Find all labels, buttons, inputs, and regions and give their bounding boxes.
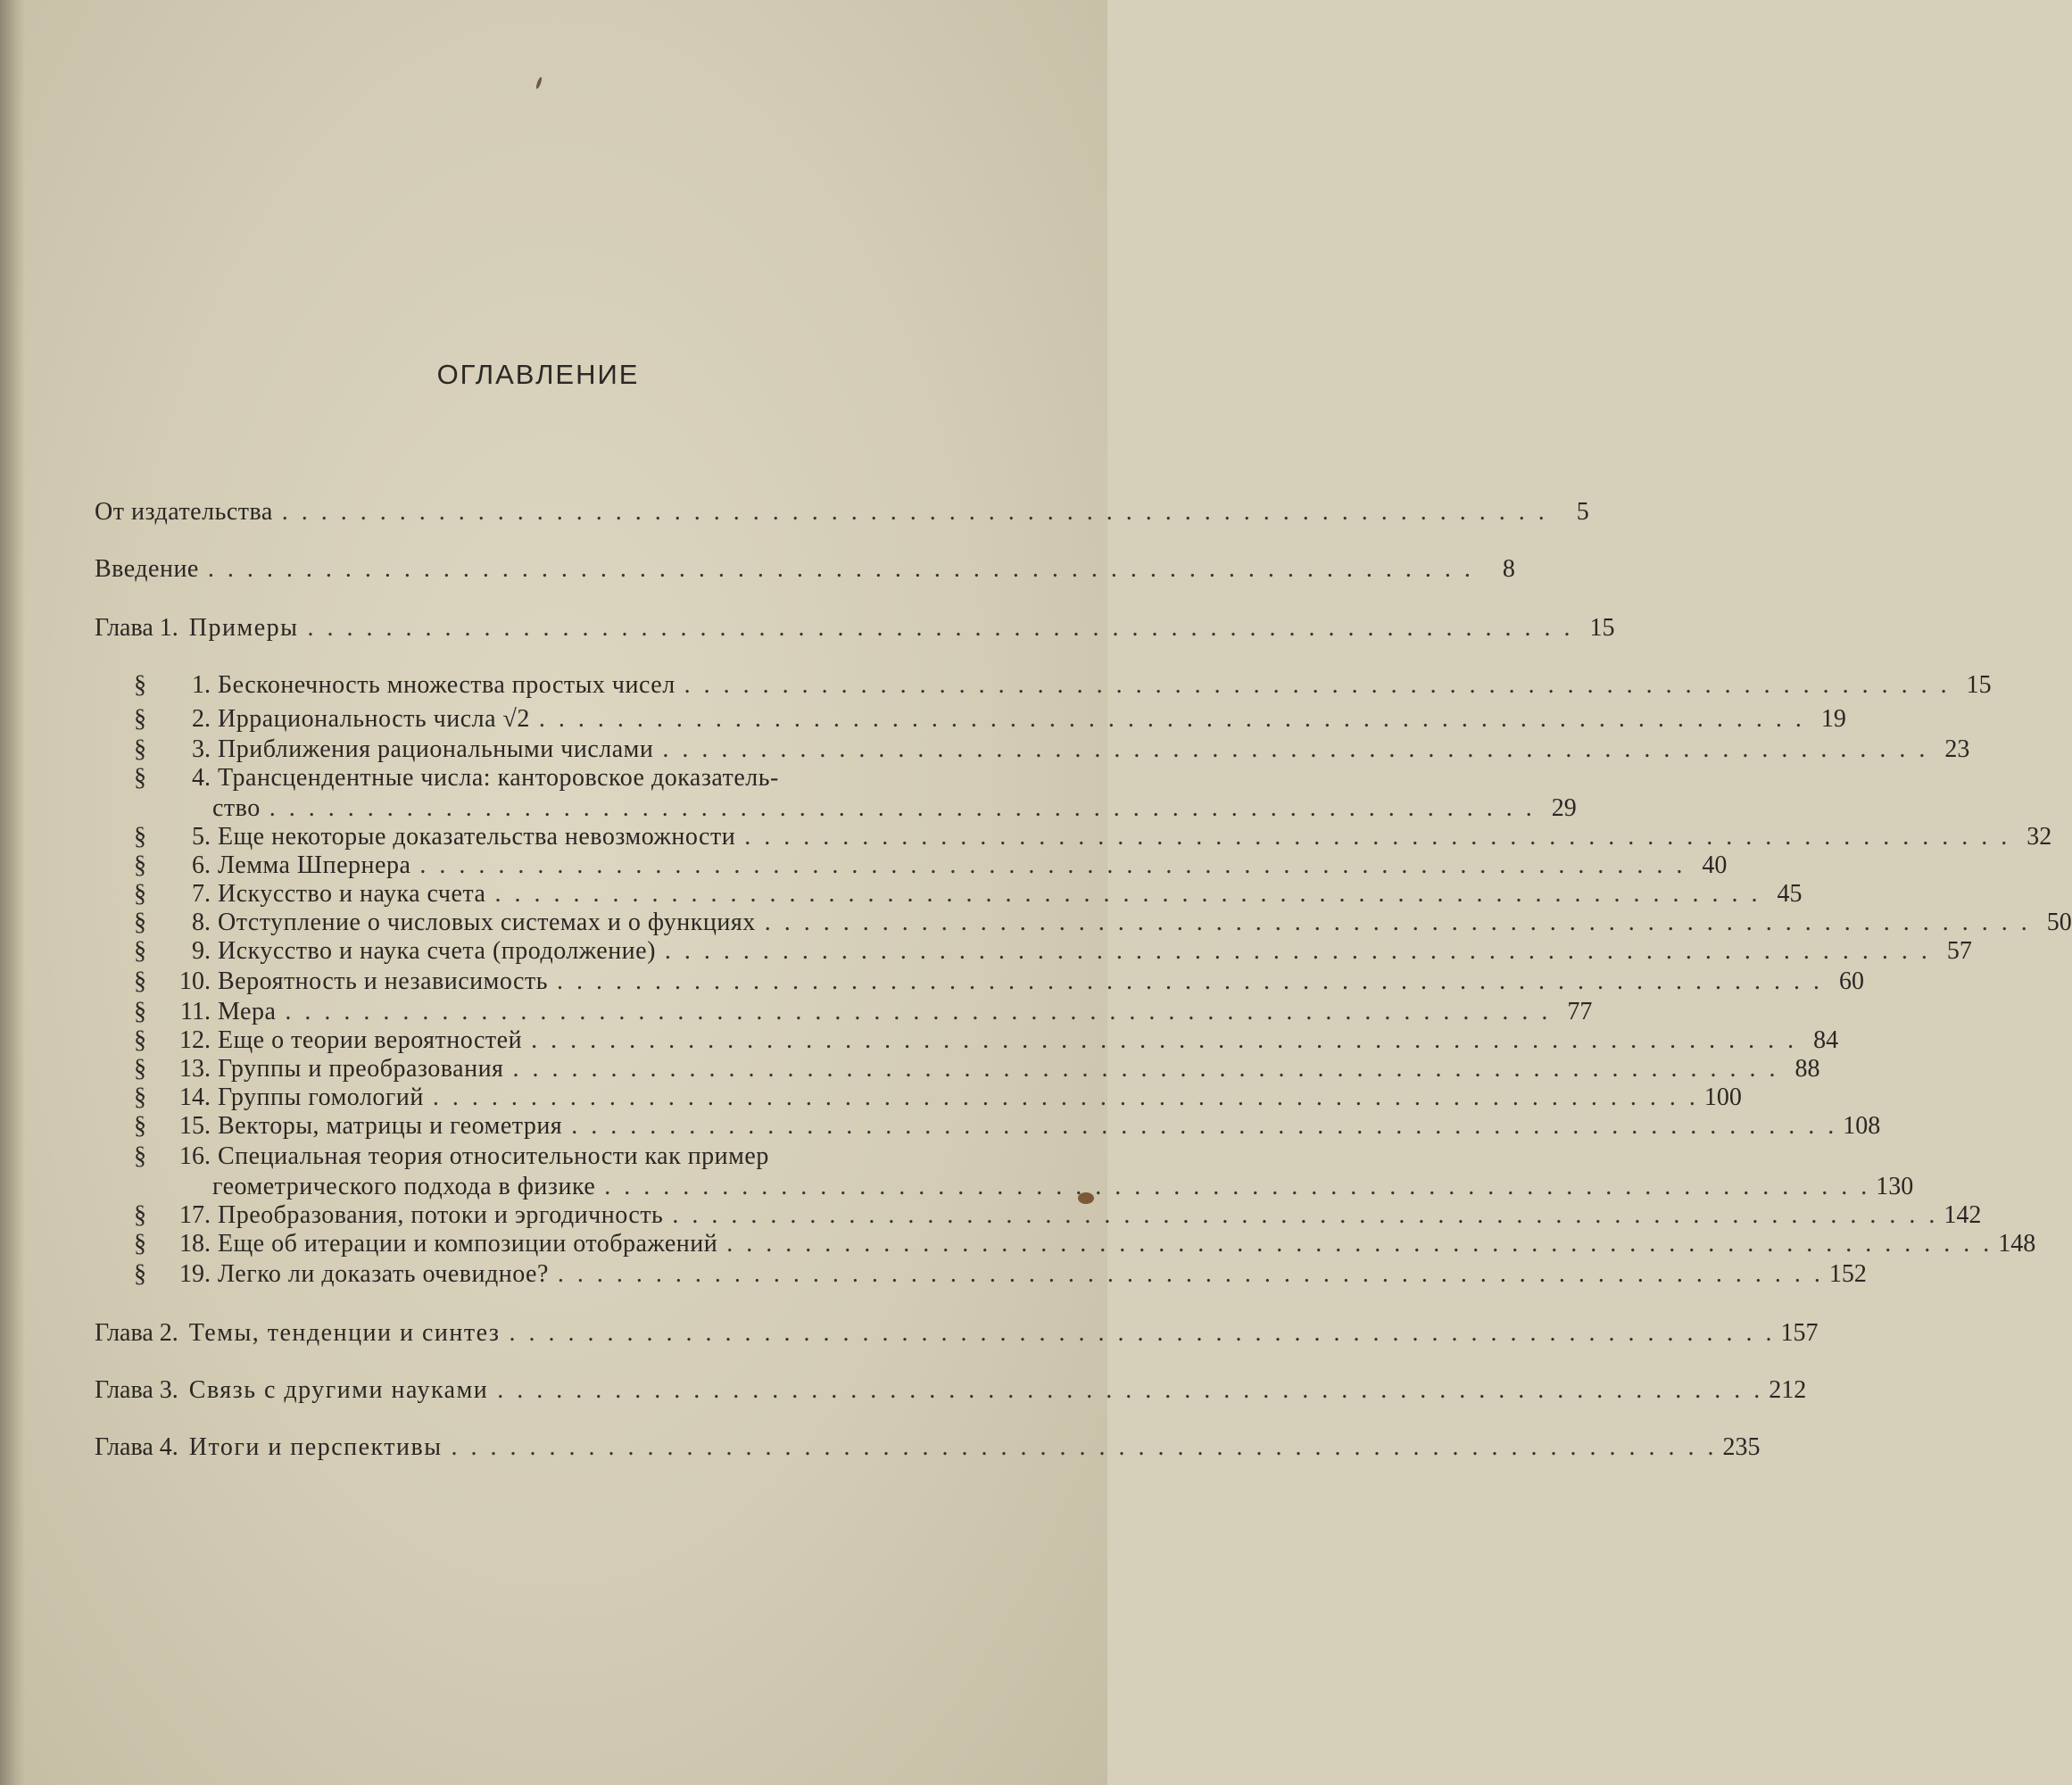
toc-entry-chapter-4[interactable] [95,1433,1761,1462]
entry-title: Примеры [188,614,299,642]
entry-title: Группы и преобразования [218,1055,504,1083]
section-number: 11. [180,998,211,1025]
entry-page: 88 [1794,1055,1820,1083]
leader-dots [548,967,1823,996]
section-sign: § [134,909,146,936]
entry-page: 29 [1551,794,1577,822]
toc-entry-section-7[interactable] [134,880,1803,909]
toc-entry-section-1[interactable] [134,671,1992,700]
leader-dots [485,880,1761,909]
entry-title: Мера [218,998,277,1025]
entry-page: 84 [1813,1026,1839,1054]
leader-dots [562,1112,1837,1141]
entry-title-continued: ство [212,794,261,822]
section-sign: § [134,1260,146,1288]
entry-page: 50 [2046,909,2072,936]
section-sign: § [134,1230,146,1258]
entry-title: От издательства [95,498,273,526]
entry-page: 45 [1777,880,1803,908]
toc-entry-section-19[interactable] [134,1260,1867,1289]
section-number: 18. [179,1230,211,1258]
section-sign: § [134,1112,146,1140]
entry-title: Связь с другими науками [188,1376,489,1404]
entry-title: Преобразования, потоки и эргодичность [218,1201,664,1229]
section-number: 1. [192,671,211,699]
entry-title: Итоги и перспективы [188,1433,443,1461]
entry-page: 32 [2026,823,2052,851]
section-number: 17. [179,1201,211,1229]
entry-title-continued: геометрического подхода в физике [212,1173,596,1200]
section-number: 5. [192,823,211,851]
section-number: 8. [192,909,211,936]
entry-page: 212 [1769,1376,1807,1404]
section-number: 6. [192,851,211,879]
section-sign: § [134,937,146,965]
leader-dots [273,498,1548,527]
entry-page: 8 [1502,555,1515,583]
entry-page: 148 [1998,1230,2036,1258]
entry-page: 235 [1722,1433,1761,1461]
section-sign: § [134,1055,146,1083]
section-number: 9. [192,937,211,965]
entry-page: 60 [1839,967,1864,995]
section-sign: § [134,998,146,1025]
entry-title: Еще об итерации и композиции отображений [218,1230,718,1258]
toc-entry-chapter-2[interactable] [95,1319,1819,1348]
leader-dots [530,705,1805,734]
section-number: 12. [179,1026,211,1054]
entry-title: Еще некоторые доказательства невозможности [218,823,736,851]
leader-dots [735,823,2010,851]
entry-title: Легко ли доказать очевидное? [218,1260,549,1288]
toc-entry-section-15[interactable] [134,1112,1881,1141]
entry-page: 57 [1946,937,1972,965]
entry-page: 15 [1966,671,1992,699]
entry-page: 152 [1828,1260,1867,1288]
section-sign: § [134,823,146,851]
toc-entry-section-16-continued[interactable] [212,1173,1914,1201]
entry-title: Группы гомологий [218,1083,424,1111]
chapter-number: Глава 4. [95,1433,178,1461]
entry-page: 157 [1780,1319,1819,1347]
leader-dots [443,1433,1718,1462]
leader-dots [500,1319,1775,1348]
toc-entry-section-8[interactable] [134,909,2072,937]
entry-title: Приближения рациональными числами [218,735,654,763]
leader-dots [503,1055,1778,1083]
section-sign: § [134,851,146,879]
section-number: 4. [192,764,211,792]
leader-dots [199,555,1474,584]
leader-dots [663,1201,1938,1230]
leader-dots [410,851,1686,880]
toc-entry-chapter-3[interactable] [95,1376,1807,1405]
entry-title: Отступление о числовых системах и о функциях [218,909,756,936]
entry-page: 108 [1843,1112,1881,1140]
chapter-number: Глава 2. [95,1319,178,1347]
section-number: 16. [179,1142,211,1170]
toc-entry-section-18[interactable] [134,1230,2036,1258]
toc-entry-section-17[interactable] [134,1201,1982,1230]
leader-dots [549,1260,1824,1289]
entry-page: 23 [1944,735,1970,763]
section-sign: § [134,1026,146,1054]
toc-title: ОГЛАВЛЕНИЕ [436,359,640,390]
entry-title: Темы, тенденции и синтез [188,1319,501,1347]
entry-title: Векторы, матрицы и геометрия [218,1112,563,1140]
section-sign: § [134,1142,146,1170]
toc-entry-section-4-continued[interactable] [212,794,1577,823]
entry-page: 142 [1944,1201,1982,1229]
toc-entry-section-5[interactable] [134,823,2052,851]
leader-dots [717,1230,1993,1258]
entry-page: 5 [1576,498,1589,526]
entry-page: 40 [1702,851,1728,879]
entry-title: Вероятность и независимость [218,967,548,995]
section-number: 13. [179,1055,211,1083]
entry-title: Специальная теория относительности как пример [218,1142,769,1170]
section-sign: § [134,1083,146,1111]
section-sign: § [134,735,146,763]
entry-page: 19 [1820,705,1846,733]
entry-page: 77 [1567,998,1593,1025]
leader-dots [261,794,1536,823]
toc-entry-section-13[interactable] [134,1055,1820,1083]
toc-entry-section-2[interactable] [134,705,1846,734]
entry-page: 15 [1589,614,1615,642]
section-sign: § [134,671,146,699]
section-number: 3. [192,735,211,763]
chapter-number: Глава 1. [95,614,178,642]
leader-dots [424,1083,1699,1112]
section-number: 15. [179,1112,211,1140]
leader-dots [488,1376,1763,1405]
entry-title: Бесконечность множества простых чисел [218,671,675,699]
leader-dots [675,671,1951,700]
toc-entry-section-11[interactable] [134,998,1593,1026]
entry-title: Введение [95,555,199,583]
entry-page: 130 [1876,1173,1914,1200]
toc-entry-section-4[interactable] [134,764,992,793]
toc-entry-publisher[interactable] [95,498,1589,527]
toc-entry-section-9[interactable] [134,937,1972,966]
leader-dots [522,1026,1797,1055]
chapter-number: Глава 3. [95,1376,178,1404]
entry-title: Искусство и наука счета (продолжение) [218,937,656,965]
section-sign: § [134,880,146,908]
section-number: 2. [192,705,211,733]
leader-dots [653,735,1928,764]
entry-title: Еще о теории вероятностей [218,1026,523,1054]
entry-title: Искусство и наука счета [218,880,486,908]
section-number: 14. [179,1083,211,1111]
section-number: 7. [192,880,211,908]
leader-dots [595,1173,1870,1201]
entry-title: Трансцендентные числа: канторовское доказатель- [218,764,779,792]
leader-dots [298,614,1573,643]
toc-entry-section-10[interactable] [134,967,1864,996]
section-sign: § [134,705,146,733]
entry-title: Лемма Шпернера [218,851,411,879]
entry-page: 100 [1703,1083,1742,1111]
toc-entry-section-6[interactable] [134,851,1728,880]
section-number: 19. [179,1260,211,1288]
section-sign: § [134,764,146,792]
toc-entry-chapter-1[interactable] [95,614,1615,643]
toc-entry-section-3[interactable] [134,735,1970,764]
section-sign: § [134,967,146,995]
leader-dots [656,937,1931,966]
leader-dots [756,909,2031,937]
section-number: 10. [179,967,211,995]
toc-entry-introduction[interactable] [95,555,1515,584]
toc-entry-section-12[interactable] [134,1026,1839,1055]
section-sign: § [134,1201,146,1229]
toc-entry-section-14[interactable] [134,1083,1742,1112]
toc-entry-section-16[interactable] [134,1142,992,1171]
leader-dots [276,998,1551,1026]
entry-title: Иррациональность числа √2 [218,705,530,733]
